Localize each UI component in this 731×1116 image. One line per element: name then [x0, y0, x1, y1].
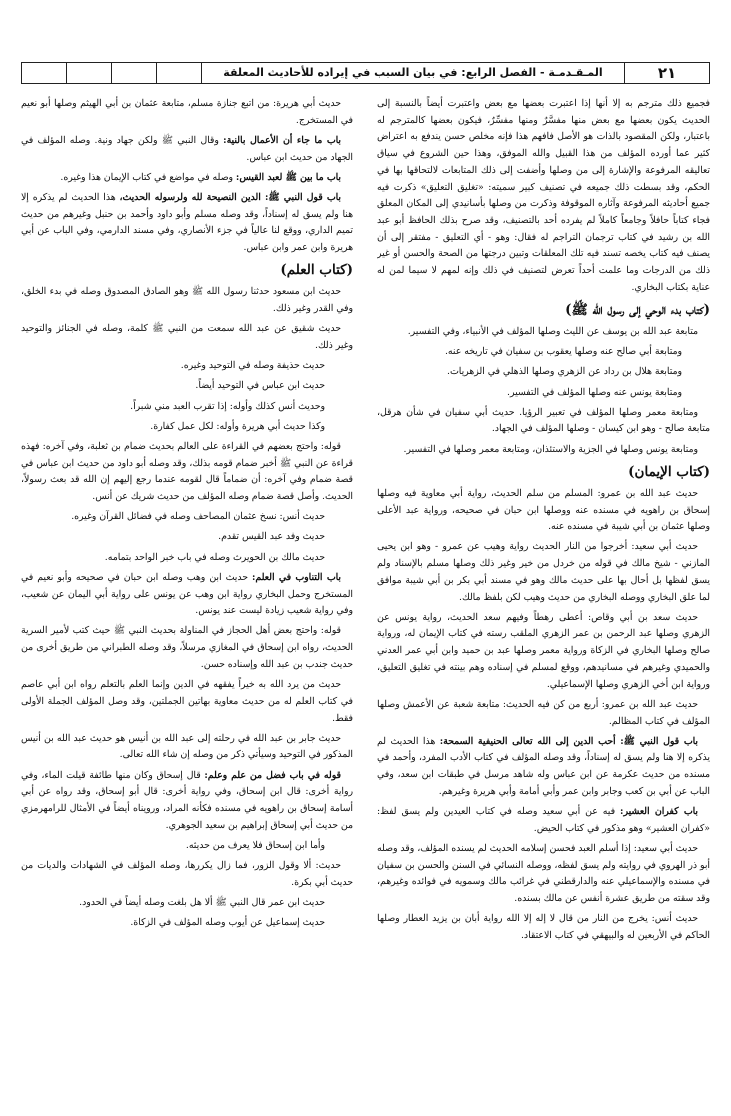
chapter-title: باب ما بين ﷺ لعبد القيس:: [235, 171, 341, 183]
page-number: ٢١: [624, 63, 709, 83]
paragraph: [377, 364, 710, 381]
header-cell: [157, 63, 202, 83]
paragraph: [377, 734, 710, 801]
paragraph-text: قال إسحاق وكان منها طائفة قيلت الماء، وفي رواية أخرى: قال ابن إسحاق، وفي رواية أخرى: قال أبو إسحاق، وقد رواه عن أبي أسامة إسحاق بن راهويه في مسنده فكأنه المراد، ورويناه أيضاً في الأمثال للرامهرمزي من حديث أبي إسحاق إبراهيم بن سعيد الجوهري.: [21, 769, 353, 831]
paragraph-text: حديث أبي سعيد: أخرجوا من النار الحديث رواية وهيب عن عمرو - وهو ابن يحيى المازني - شيخ مالك في قوله من خردل من خير وغير ذلك وصلها مسلم بالإسناد ولم يسق لفظها بل أحال بها على حديث مالك وهو في مسند أبي بكر بن أبي شيبة موافق لما علق البخاري ووصله البخاري من حديث وهيب لكن بلفظ مالك.: [377, 541, 710, 603]
header-cell: [112, 63, 157, 83]
header-cell: [67, 63, 112, 83]
paragraph-text: حديث ابن عباس في التوحيد أيضاً.: [195, 380, 325, 392]
paragraph-text: حديث مالك بن الحويرث وصله في باب خبر الواحد بتمامه.: [104, 551, 325, 563]
paragraph-text: حديث ابن عمر قال النبي ﷺ ألا هل بلغت وصله أيضاً في الحدود.: [79, 897, 325, 909]
paragraph-text: وقال النبي ﷺ ولكن جهاد ونية. وصله المؤلف في الجهاد من حديث ابن عباس.: [21, 134, 353, 163]
chapter-title: باب قول النبي ﷺ: الدين النصيحة لله ولرسوله الحديث،: [119, 192, 341, 204]
header-cell: [22, 63, 67, 83]
paragraph-text: حديث شقيق عن عبد الله سمعت من النبي ﷺ كلمة، وصله في الجنائز والتوحيد وغير ذلك.: [21, 323, 353, 351]
paragraph: [21, 439, 353, 506]
paragraph-text: قوله: واحتج بعضهم في القراءة على العالم بحديث ضمام بن ثعلبة، وفي آخره: فهذه قراءة عن النبي ﷺ أخبر ضمام قومه بذلك، وقد وصله أبو داود من حديث ابن عباس في قصة ضمام وفي آخره: أن ضماماً قال لقومه عندما رجع إليهم إن الله قد بعث رسولاً، الحديث. وأصل قصة ضمام وصله المؤلف من حديث شريك عن أنس.: [21, 440, 353, 503]
paragraph-text: وأما ابن إسحاق فلا يعرف من حديثه.: [185, 839, 325, 851]
paragraph: [21, 731, 353, 764]
paragraph: [21, 623, 353, 673]
paragraph-text: وحديث أنس كذلك وأوله: إذا تقرب العبد مني شبراً.: [130, 400, 325, 412]
paragraph-text: ومتابعة أبي صالح عنه وصلها يعقوب بن سفيان في تاريخه عنه.: [444, 346, 682, 358]
paragraph: [21, 378, 353, 395]
left-column: [21, 96, 353, 1104]
paragraph: [21, 915, 353, 932]
paragraph-text: حديث ابن وهب وصله ابن حبان في صحيحه وأبو نعيم في المستخرج وحمل البخاري رواية ابن وهب عن يونس على رواية أبي اليمان عن شعيب، وفي رواية شعيب زيادة ليست عند يونس.: [21, 571, 353, 617]
paragraph: [377, 610, 710, 694]
paragraph-text: هذا الحديث لم يذكره إلا هنا ولم يسق له إسناداً، وقد وصله مسلم وأبو داود وأحمد بن حنبل وغيرهم من حديث تميم الداري، ووقع لنا عالياً في جزء الأنصاري، وفي مسند الدارمي، وفي الباب عن أبي هريرة وابن عمر وابن عباس.: [21, 192, 353, 254]
paragraph-text: حديث عبد الله بن عمرو: المسلم من سلم الحديث، رواية أبي معاوية فيه وصلها إسحاق بن راهويه في مسنده عنه ووصلها ابن حبان في صحيحه، ورواية عبد الأعلى وصلها عثمان بن أبي شيبة في مسنده عنه.: [377, 487, 710, 533]
paragraph-text: حديث أبي سعيد: إذا أسلم العبد فحسن إسلامه الحديث لم يسنده المؤلف، وقد وصله أبو ذر الهروي في روايته ولم يسق لفظه، ووصله النسائي في السنن والحسن بن سفيان في مسنده والإسماعيلي عنه والدارقطني في غرائب مالك وسمويه في فوائده وغيرهم، وقد سقته من طريق عشرة أنفس عن مالك بسنده.: [377, 842, 710, 905]
paragraph: [21, 570, 353, 620]
paragraph: [377, 486, 710, 536]
paragraph-text: متابعة عبد الله بن يوسف عن الليث وصلها المؤلف في الأنبياء، وفي التفسير.: [407, 325, 698, 337]
paragraph-text: حديث: ألا وقول الزور، فما زال يكررها، وصله المؤلف في الشهادات والديات من حديث أبي بكرة.: [21, 860, 353, 888]
paragraph: [377, 697, 710, 730]
paragraph-text: حديث سعد بن أبي وقاص: أعطى رهطاً وفيهم سعد الحديث، رواية يونس عن الزهري وصلها عبد الرحمن بن عمر الزهري الملقب رسته في كتاب الإيمان له، ورواية صالح وصلها البخاري في الزكاة ورواية معمر وصلها عبد بن حميد وابن أبي عمر العدني والحميدي وغيرهم في مسانيدهم، ووقع لمسلم في إسناده وهم بينته في تغليق التعليق، ورواية ابن أخي الزهري وصلها الإسماعيلي.: [377, 611, 710, 690]
paragraph-text: فيه عن أبي سعيد وصله في كتاب العيدين ولم يسق لفظ: «كفران العشير» وهو مذكور في كتاب الحيض.: [377, 806, 710, 834]
paragraph: [21, 768, 353, 835]
paragraph: [377, 344, 710, 361]
paragraph-text: حديث ابن مسعود حدثنا رسول الله ﷺ وهو الصادق المصدوق وصله في بدء الخلق، وفي القدر وغير ذلك.: [21, 286, 353, 315]
paragraph: [21, 284, 353, 317]
paragraph: [21, 838, 353, 855]
paragraph: [21, 895, 353, 912]
page-header: [21, 62, 710, 84]
paragraph-text: ومتابعة هلال بن رداد عن الزهري وصلها الذهلي في الزهريات.: [447, 366, 682, 378]
paragraph-text: ومتابعة معمر وصلها المؤلف في تعبير الرؤيا. حديث أبي سفيان في شأن هرقل، متابعة صالح - وهو ابن كيسان - وصلها المؤلف في الجهاد.: [377, 406, 710, 435]
right-column: [377, 96, 710, 1104]
running-title: المـقـدمـة - الفصل الرابع: في بيان السبب في إيراده للأحاديث المعلقة: [223, 66, 603, 79]
paragraph: [21, 321, 353, 354]
paragraph: [21, 509, 353, 526]
paragraph: [21, 190, 353, 257]
paragraph: [377, 405, 710, 438]
paragraph: [21, 529, 353, 546]
section-heading: (كتاب بدء الوحي إلى رسول الله ﷺ): [565, 301, 710, 318]
paragraph-text: حديث حذيفة وصله في التوحيد وغيره.: [180, 360, 325, 372]
paragraph: [21, 96, 353, 129]
chapter-title: قوله في باب فضل من علم وعلم:: [204, 769, 341, 781]
paragraph: [377, 96, 710, 296]
chapter-title: باب ما جاء أن الأعمال بالنية:: [223, 134, 341, 146]
section-heading: (كتاب العلم): [280, 262, 353, 279]
paragraph: [377, 911, 710, 944]
paragraph-text: قوله: واحتج بعض أهل الحجاز في المناولة بحديث النبي ﷺ حيث كتب لأمير السرية الحديث، رواه ابن إسحاق في المغازي مرسلاً، وقد وصله الطبراني من طريق أخرى من حديث جندب بن عبد الله وإسناده حسن.: [21, 625, 353, 670]
paragraph-text: حديث جابر بن عبد الله في رحلته إلى عبد الله بن أنيس هو حديث عبد الله بن أنيس المذكور في التوحيد وسيأتي ذكر من وصله إن شاء الله تعالى.: [21, 732, 353, 761]
paragraph-text: حديث أبي هريرة: من اتبع جنازة مسلم، متابعة عثمان بن أبي الهيثم وصلها أبو نعيم في المستخرج.: [21, 98, 353, 126]
paragraph-text: حديث وفد عبد القيس تقدم.: [218, 531, 325, 543]
paragraph-text: حديث من يرد الله به خيراً يفقهه في الدين وإنما العلم بالتعلم رواه ابن أبي عاصم في كتاب العلم له من حديث معاوية بهاتين الجملتين، وقد وصل المؤلف الجملة الأولى فقط.: [21, 679, 353, 724]
paragraph: [377, 324, 710, 341]
paragraph: [21, 419, 353, 436]
chapter-title: باب كفران العشير:: [620, 806, 698, 818]
paragraph: [21, 550, 353, 567]
paragraph: [21, 677, 353, 727]
paragraph: [377, 841, 710, 908]
paragraph-text: حديث أنس: نسخ عثمان المصاحف وصله في فضائل القرآن وغيره.: [71, 511, 325, 523]
paragraph-text: ومتابعة يونس وصلها في الجزية والاستئذان، ومتابعة معمر وصلها في التفسير.: [403, 443, 698, 455]
paragraph-text: وكذا حديث أبي هريرة وأوله: لكل عمل كفارة.: [150, 420, 325, 432]
paragraph-text: فجميع ذلك مترجم به إلا أنها إذا اعتبرت بعضها مع بعض واعتبرت أيضاً بالنسبة إلى الحديث يكون بعضها مع بعض منها مفسَّرٌ ومنها مفسِّرٌ، فيكون بعضها كالمترجم له باعتبار، ولكن المقصود بالذات هو الأصل فافهم هذا فإنه مخلص حسن يندفع به اعتراض كثير عما أورده المؤلف من هذا القبيل والله الموفق، وهذا حين الشروع في سياق تعاليقه المرفوعة والإشارة إلى من وصلها وأضفت إلى ذلك المتابعات لالتحاقها بها في الحكم، وقد بسطت ذلك جميعه في تصنيف كبير سميته: «تغليق التعليق» ذكرت فيه جميع أحاديثه المرفوعة وآثاره الموقوفة وذكرت من وصلها بأسانيدي إلى المكان المعلق فجاء كتاباً حافلاً وجامعاً كاملاً لم يفرده أحد بالتصنيف، وقد صرح بذلك الحافظ أبو عبد الله بن رشيد في كتاب ترجمان التراجم له فقال: وهو - أي التعليق - مفتقر إلى أن يصنف فيه كتاب يخصه تسند فيه تلك المعلقات وتبين درجتها من الصحة والحسن أو غير ذلك من الدرجات وما علمت أحداً تعرض لتصنيف في ذلك وإنه لمهم لا سيما لمن له عناية بكتاب البخاري.: [377, 98, 710, 293]
paragraph: [21, 133, 353, 166]
paragraph: [377, 539, 710, 606]
paragraph: [21, 358, 353, 375]
paragraph-text: حديث عبد الله بن عمرو: أربع من كن فيه الحديث: متابعة شعبة عن الأعمش وصلها المؤلف في كتاب المظالم.: [377, 698, 710, 727]
paragraph-text: حديث أنس: يخرج من النار من قال لا إله إلا الله رواية أبان بن يزيد العطار وصلها الحاكم في الأربعين له والبيهقي في كتاب الاعتقاد.: [377, 913, 710, 941]
paragraph: [377, 442, 710, 459]
section-heading: (كتاب الإيمان): [628, 463, 710, 480]
paragraph: [21, 858, 353, 891]
paragraph-text: هذا الحديث لم يذكره إلا هنا ولم يسق له إسناداً، وقد وصله المؤلف في كتاب الأدب المفرد، وأحمد في مسنده من حديث عكرمة عن ابن عباس وله شاهد مرسل في طبقات ابن سعد، وفي الباب عن أبي بن كعب وجابر وابن عمر وأبي أمامة وأبي هريرة وغيرهم.: [377, 735, 710, 797]
paragraph-text: وصله في مواضع في كتاب الإيمان هذا وغيره.: [60, 171, 236, 183]
chapter-title: باب التناوب في العلم:: [251, 571, 341, 583]
paragraph: [377, 385, 710, 402]
paragraph-text: حديث إسماعيل عن أيوب وصله المؤلف في الزكاة.: [130, 917, 325, 929]
paragraph: [21, 399, 353, 416]
paragraph-text: ومتابعة يونس عنه وصلها المؤلف في التفسير.: [507, 386, 682, 398]
chapter-title: باب قول النبي ﷺ: أحب الدين إلى الله تعالى الحنيفية السمحة:: [439, 735, 698, 747]
paragraph: [377, 804, 710, 837]
paragraph: [21, 170, 353, 187]
